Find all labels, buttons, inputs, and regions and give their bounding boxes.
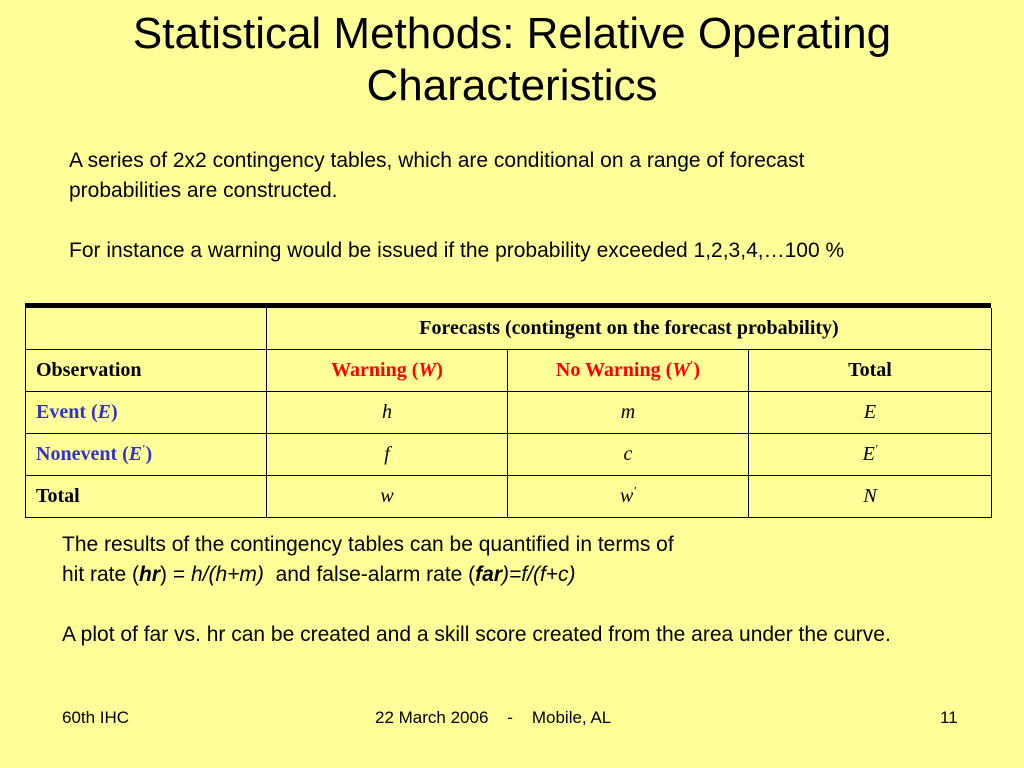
table-header-row — [26, 308, 992, 350]
E-prime-symbol: E — [862, 443, 875, 465]
forecasts-header: Forecasts (contingent on the forecast probability) — [267, 308, 992, 350]
table-column-header-row — [26, 350, 992, 392]
warning-symbol: W — [418, 359, 437, 381]
close-paren: ) — [436, 359, 443, 381]
cell-w-prime — [508, 476, 749, 518]
footer-left: 60th IHC — [62, 708, 130, 727]
contingency-table-wrapper — [25, 303, 991, 518]
event-label: Event ( — [36, 401, 98, 423]
cell-c: c — [508, 434, 749, 476]
hit-rate-equals: ) = — [160, 563, 191, 586]
cell-E: E — [749, 392, 992, 434]
no-warning-header — [508, 350, 749, 392]
prime-mark: ' — [142, 441, 146, 456]
cell-E-prime — [749, 434, 992, 476]
title-line-1: Statistical Methods: Relative Operating — [132, 9, 892, 58]
footer-center: 22 March 2006 - Mobile, AL — [375, 708, 612, 727]
event-row-header — [26, 392, 267, 434]
plot-note-paragraph: A plot of far vs. hr can be created and a skill score created from the area under the curve. — [62, 623, 891, 646]
prime-mark: ' — [633, 483, 636, 498]
warning-label: Warning ( — [331, 359, 419, 381]
title-line-2: Characteristics — [366, 61, 658, 110]
observation-header: Observation — [26, 350, 267, 392]
prime-mark: ' — [874, 441, 878, 456]
intro-paragraph-2: For instance a warning would be issued if the probability exceeded 1,2,3,4,…100 % — [69, 239, 845, 262]
cell-w: w — [267, 476, 508, 518]
nonevent-label: Nonevent ( — [36, 443, 129, 465]
table-row — [26, 392, 992, 434]
close-paren: ) — [145, 443, 153, 465]
w-prime-symbol: w — [620, 485, 634, 507]
table-corner-cell — [26, 308, 267, 350]
cell-N: N — [749, 476, 992, 518]
no-warning-symbol: W — [672, 359, 691, 381]
results-paragraph — [62, 530, 962, 590]
nonevent-row-header — [26, 434, 267, 476]
hit-rate-prefix: hit rate ( — [62, 563, 140, 586]
far-formula: )=f/(f+c) — [502, 563, 576, 586]
results-line-1: The results of the contingency tables can be quantified in terms of — [62, 533, 674, 556]
slide-title — [0, 8, 1024, 112]
far-prefix: and false-alarm rate ( — [263, 563, 476, 586]
far-term: far — [475, 563, 503, 586]
nonevent-symbol: E — [128, 443, 143, 465]
event-symbol: E — [97, 401, 112, 423]
page-number: 11 — [940, 708, 958, 727]
table-row — [26, 434, 992, 476]
close-paren: ) — [111, 401, 118, 423]
hr-term: hr — [139, 563, 161, 586]
close-paren: ) — [693, 359, 701, 381]
total-row-header: Total — [26, 476, 267, 518]
contingency-table — [25, 308, 992, 518]
results-line-2 — [62, 560, 962, 590]
hit-rate-formula: h/(h+m) — [190, 563, 264, 586]
intro-paragraph-1: A series of 2x2 contingency tables, which are conditional on a range of forecast probabilities are constructed. — [69, 149, 805, 202]
prime-mark: ' — [690, 357, 694, 372]
total-header: Total — [749, 350, 992, 392]
no-warning-label: No Warning ( — [555, 359, 673, 381]
warning-header — [267, 350, 508, 392]
table-row — [26, 476, 992, 518]
cell-h: h — [267, 392, 508, 434]
cell-f: f — [267, 434, 508, 476]
cell-m: m — [508, 392, 749, 434]
